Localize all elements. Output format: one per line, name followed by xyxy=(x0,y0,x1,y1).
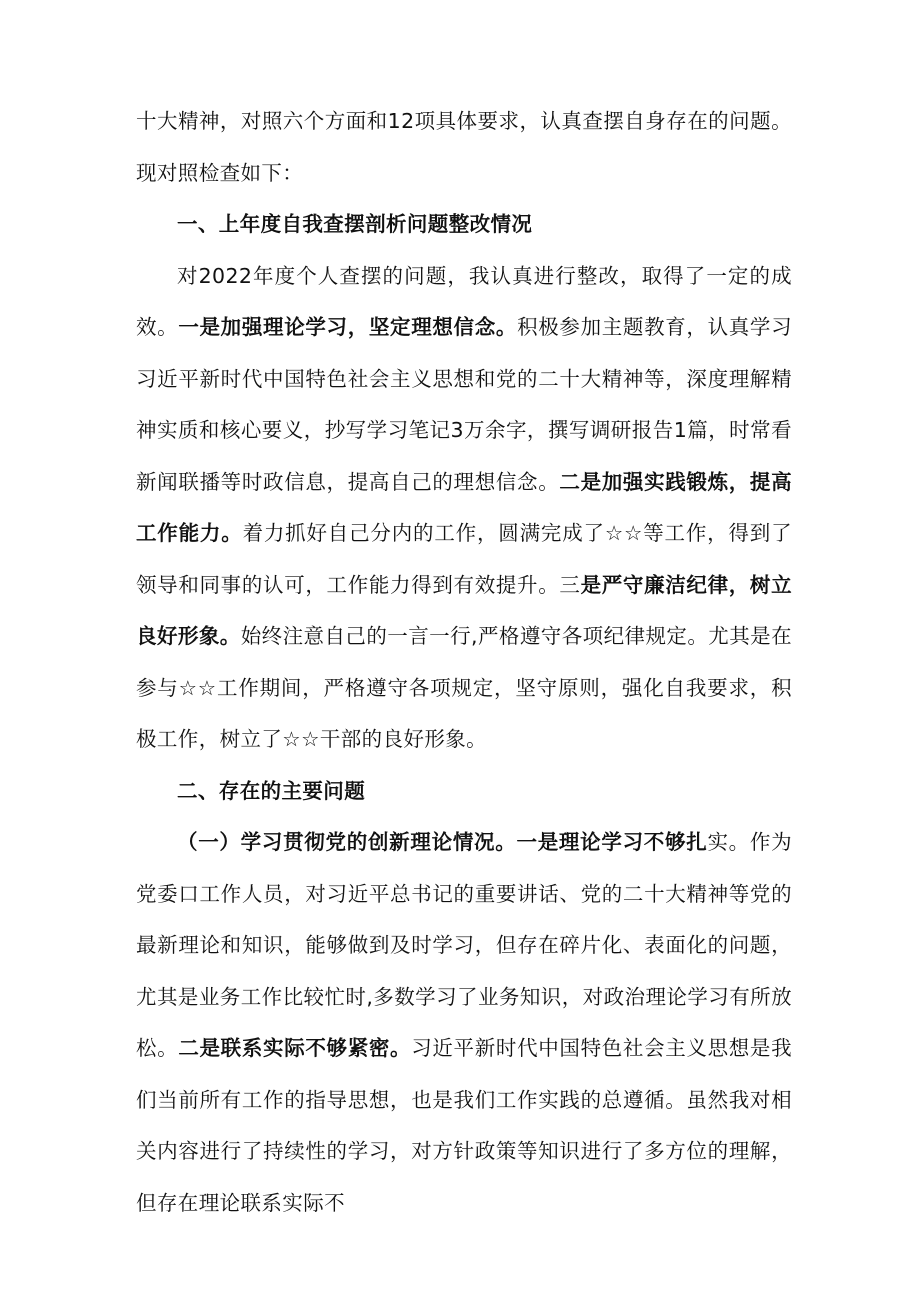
body-paragraph xyxy=(136,817,792,1229)
text-run: 实。作为党委口工作人员，对习近平总书记的重要讲话、党的二十大精神等党的最新理论和知识，能够做到及时学习，但存在碎片化、表面化的问题，尤其是业务工作比较忙时,多数学习了业务知识，对政治理论学习有所放松。 xyxy=(136,830,792,1060)
document-body xyxy=(136,96,792,1229)
body-paragraph xyxy=(136,96,792,199)
bold-text-run: （一）学习贯彻党的创新理论情况。一是理论学习不够扎 xyxy=(177,830,708,854)
section-heading xyxy=(136,199,792,251)
text-run: 习近平新时代中国特色社会主义思想是我们当前所有工作的指导思想，也是我们工作实践的总遵循。虽然我对相关内容进行了持续性的学习，对方针政策等知识进行了多方位的理解，但存在理论联系实际不 xyxy=(136,1036,792,1215)
bold-text-run: 二、存在的主要问题 xyxy=(177,778,366,803)
bold-text-run: 是严守廉洁纪律，树立良好形象。 xyxy=(136,572,793,648)
text-run: 始终注意自己的一言一行,严格遵守各项纪律规定。尤其是在参与☆☆工作期间，严格遵守各项规定，坚守原则，强化自我要求，积极工作，树立了☆☆干部的良好形象。 xyxy=(136,624,793,751)
section-heading xyxy=(136,766,792,818)
text-run: 积极参加主题教育，认真学习习近平新时代中国特色社会主义思想和党的二十大精神等，深度理解精神实质和核心要义，抄写学习笔记3万余字，撰写调研报告1篇，时常看新闻联播等时政信息，提高自己的理想信念。 xyxy=(136,315,792,494)
bold-text-run: 二是加强实践锻炼，提高工作能力。 xyxy=(136,469,793,545)
bold-text-run: 二是联系实际不够紧密。 xyxy=(178,1036,412,1060)
text-run: 着力抓好自己分内的工作，圆满完成了☆☆等工作，得到了领导和同事的认可，工作能力得到有效提升。三 xyxy=(136,521,793,597)
bold-text-run: 一、上年度自我查摆剖析问题整改情况 xyxy=(177,212,533,236)
text-run: 十大精神，对照六个方面和12项具体要求，认真查摆自身存在的问题。现对照检查如下： xyxy=(136,109,792,185)
body-paragraph xyxy=(136,251,792,766)
text-run: 对2022年度个人查摆的问题，我认真进行整改，取得了一定的成效。 xyxy=(136,263,792,339)
bold-text-run: 一是加强理论学习，坚定理想信念。 xyxy=(178,315,518,339)
